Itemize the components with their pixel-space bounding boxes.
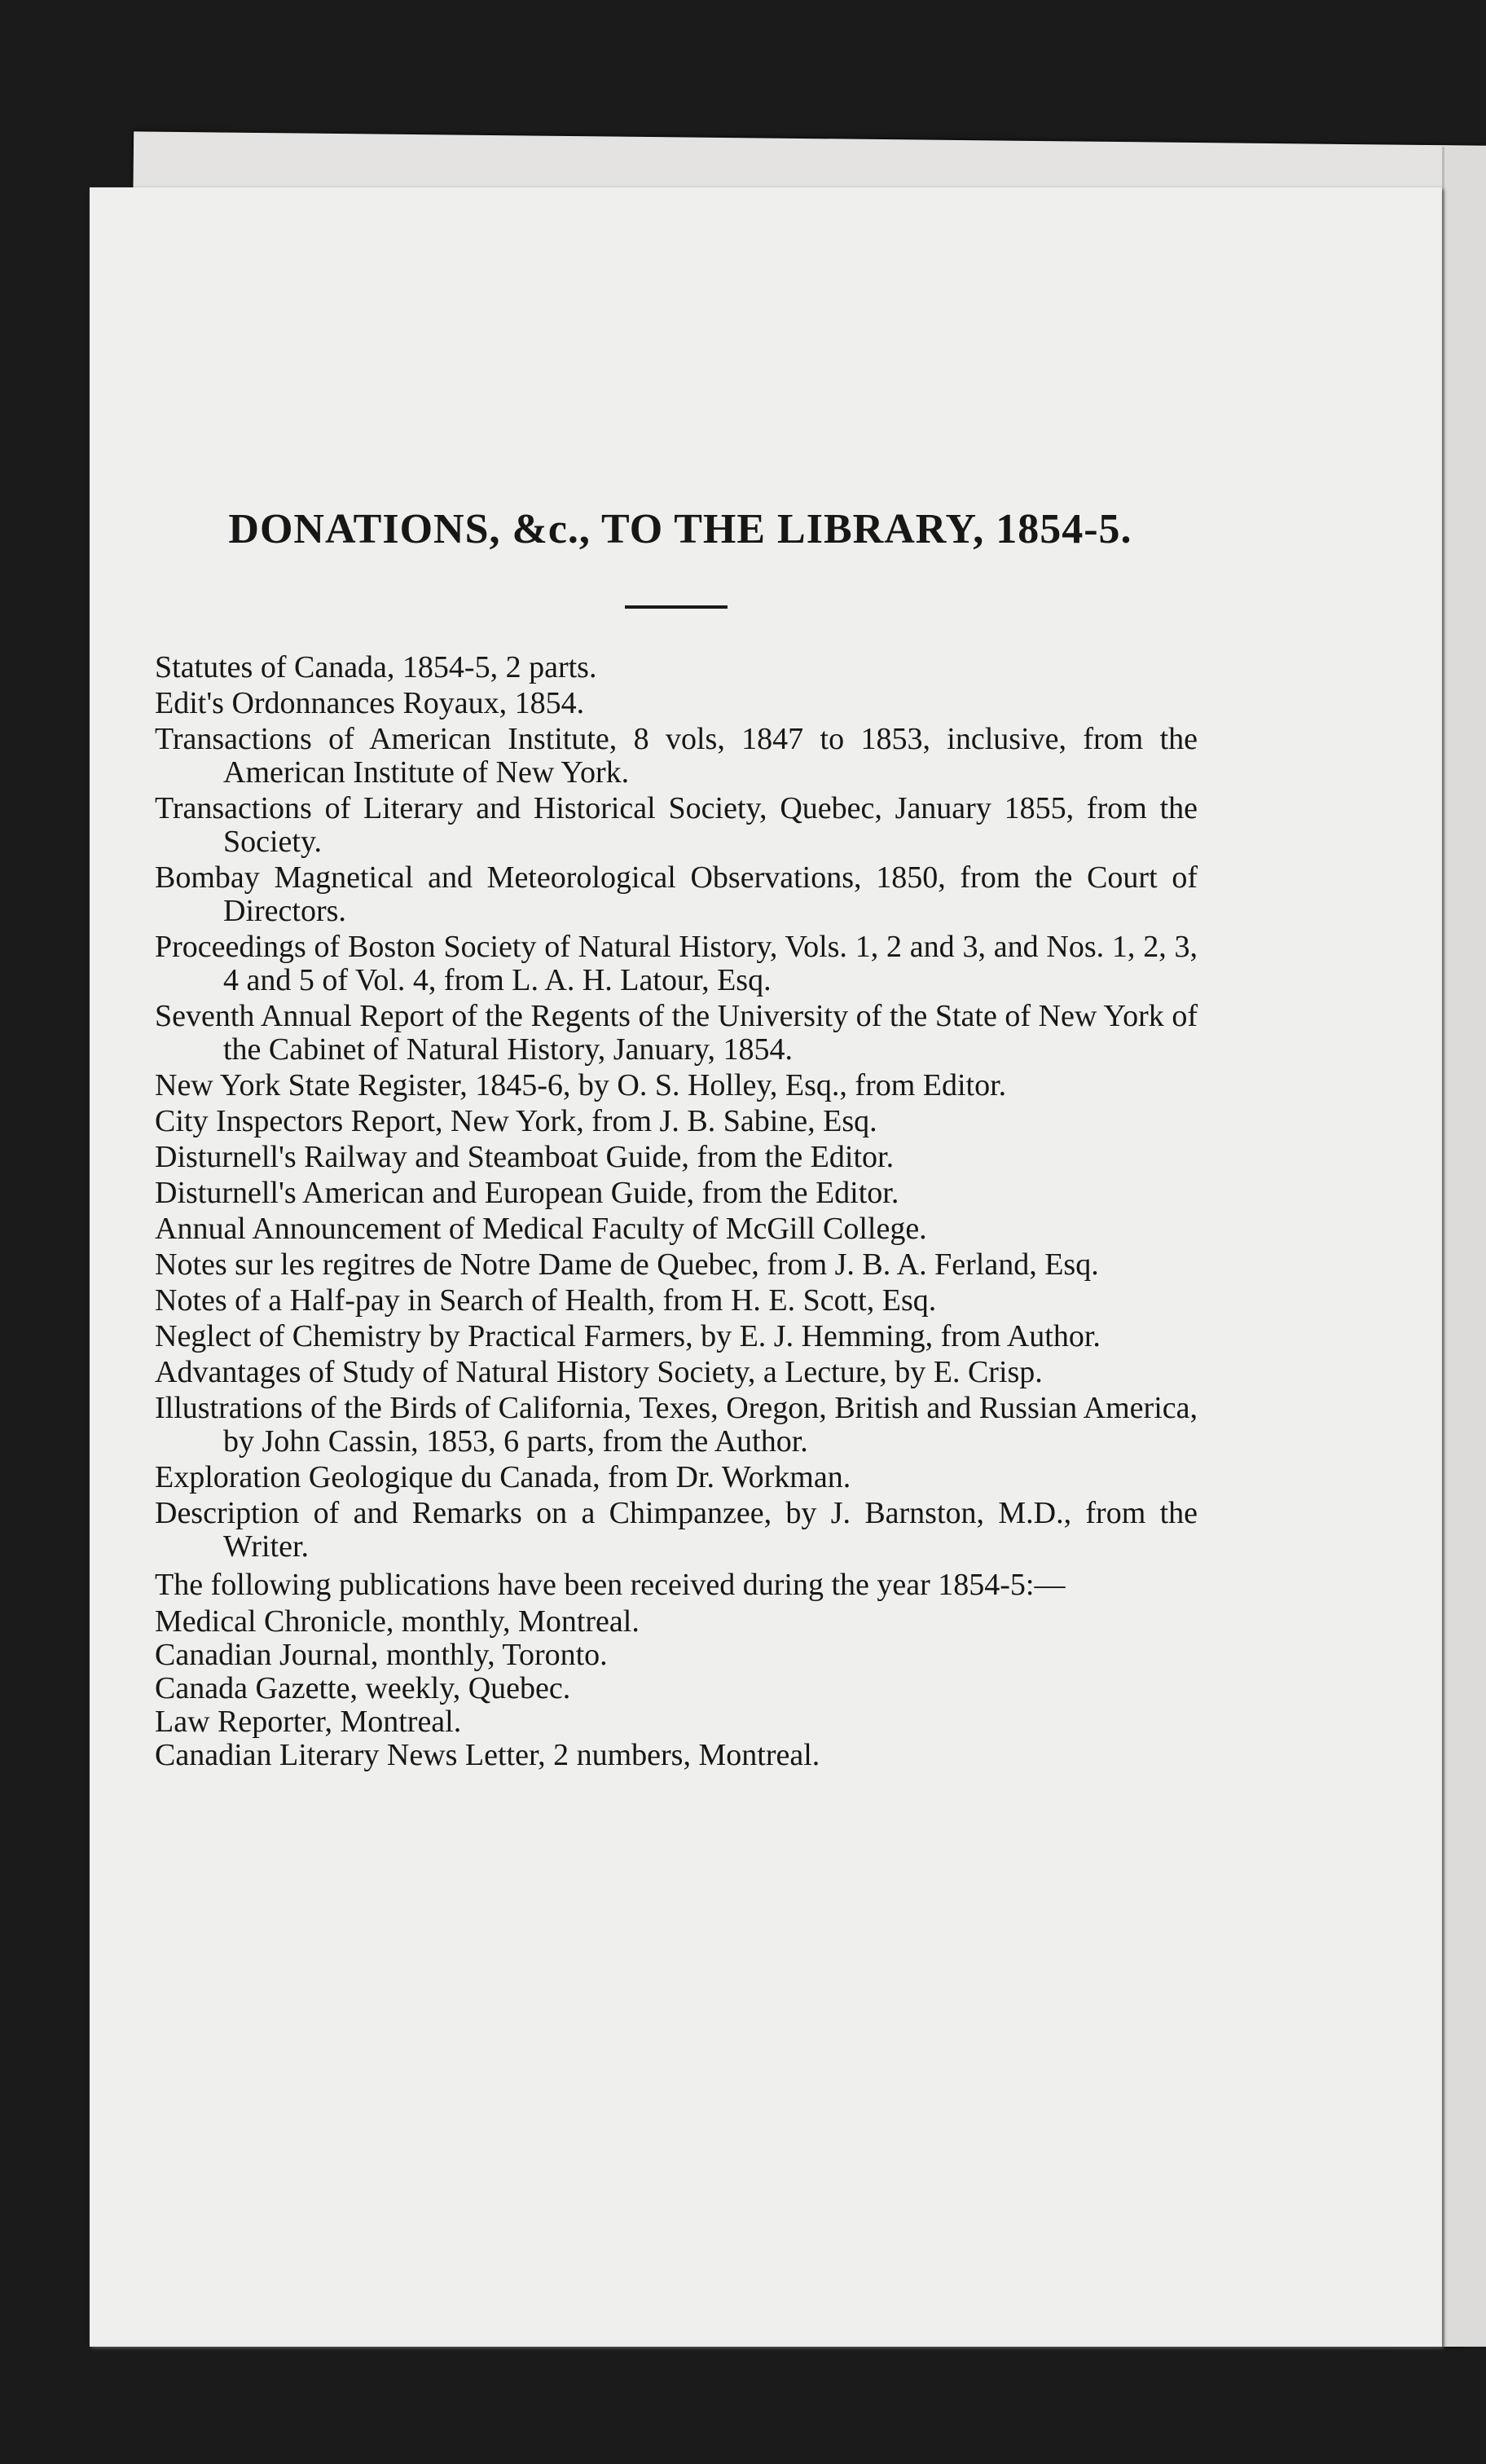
periodical-entry: Canada Gazette, weekly, Quebec. xyxy=(155,1671,571,1705)
periodical-list xyxy=(155,1605,1198,1772)
page-title: DONATIONS, &c., TO THE LIBRARY, 1854-5. xyxy=(228,506,1132,552)
donation-entry: Transactions of Literary and Historical Society, Quebec, January 1855, from the Society. xyxy=(155,791,1198,859)
title-divider xyxy=(625,605,728,609)
donation-entry: New York State Register, 1845-6, by O. S. Holley, Esq., from Editor. xyxy=(155,1068,1007,1102)
donation-list xyxy=(155,651,1198,1564)
donation-entry: Description of and Remarks on a Chimpanzee, by J. Barnston, M.D., from the Writer. xyxy=(155,1496,1198,1564)
donation-entry: Illustrations of the Birds of California, Texes, Oregon, British and Russian America, by John Cassin, 1853, 6 parts, from the Author. xyxy=(155,1391,1198,1459)
donation-entry: Edit's Ordonnances Royaux, 1854. xyxy=(155,686,585,720)
donation-entry: Disturnell's American and European Guide, from the Editor. xyxy=(155,1176,899,1210)
donation-entry: Transactions of American Institute, 8 vols, 1847 to 1853, inclusive, from the American Institute of New York. xyxy=(155,722,1198,790)
donation-entry: Disturnell's Railway and Steamboat Guide, from the Editor. xyxy=(155,1140,895,1174)
donation-entry: Notes sur les regitres de Notre Dame de Quebec, from J. B. A. Ferland, Esq. xyxy=(155,1247,1099,1282)
donation-entry: Proceedings of Boston Society of Natural History, Vols. 1, 2 and 3, and Nos. 1, 2, 3, 4 and 5 of Vol. 4, from L. A. H. Latour, Esq. xyxy=(155,930,1198,997)
donation-entry: City Inspectors Report, New York, from J. B. Sabine, Esq. xyxy=(155,1104,877,1138)
periodical-entry: Canadian Journal, monthly, Toronto. xyxy=(155,1638,608,1672)
periodical-entry: Law Reporter, Montreal. xyxy=(155,1705,462,1739)
periodical-entry: Canadian Literary News Letter, 2 numbers, Montreal. xyxy=(155,1738,820,1772)
donation-entry: Statutes of Canada, 1854-5, 2 parts. xyxy=(155,650,597,684)
donation-entry: Advantages of Study of Natural History Society, a Lecture, by E. Crisp. xyxy=(155,1355,1043,1389)
donation-entry: Bombay Magnetical and Meteorological Observations, 1850, from the Court of Directors. xyxy=(155,860,1198,928)
donation-entry: Notes of a Half-pay in Search of Health, from H. E. Scott, Esq. xyxy=(155,1283,937,1318)
page-content xyxy=(155,505,1198,1772)
donation-entry: Annual Announcement of Medical Faculty of McGill College. xyxy=(155,1212,927,1246)
donation-entry: Exploration Geologique du Canada, from Dr. Workman. xyxy=(155,1460,851,1494)
adjacent-page-edge xyxy=(1442,147,1486,2347)
donation-entry: Seventh Annual Report of the Regents of the University of the State of New York of the Cabinet of Natural History, January, 1854. xyxy=(155,999,1198,1067)
donation-entry: Neglect of Chemistry by Practical Farmers, by E. J. Hemming, from Author. xyxy=(155,1319,1101,1353)
periodical-entry: Medical Chronicle, monthly, Montreal. xyxy=(155,1604,640,1639)
received-publications-note: The following publications have been received during the year 1854-5:— xyxy=(155,1568,1066,1602)
